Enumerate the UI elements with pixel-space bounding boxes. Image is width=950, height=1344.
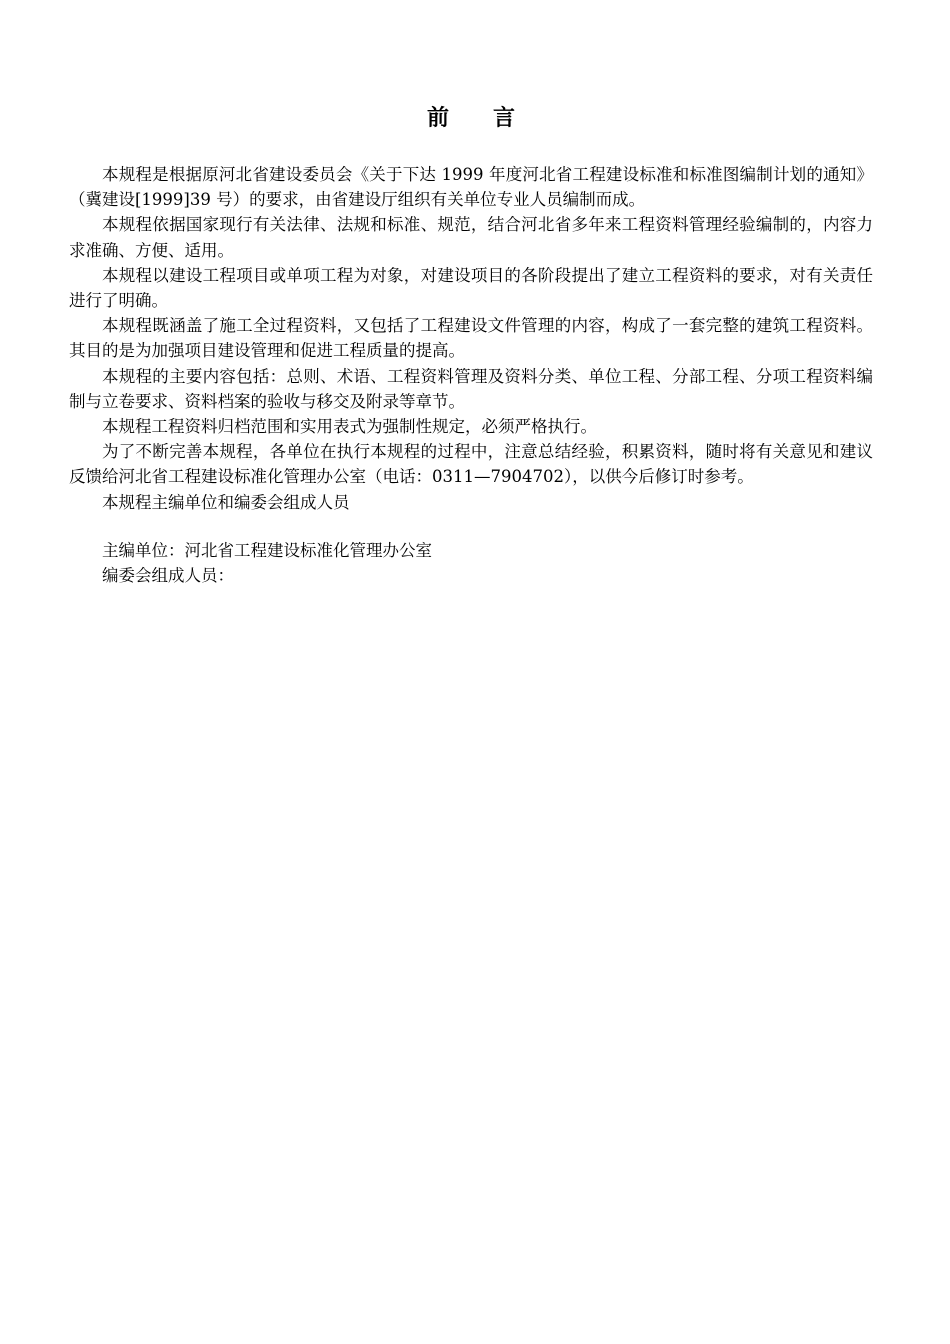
paragraph-feedback: 为了不断完善本规程，各单位在执行本规程的过程中，注意总结经验，积累资料，随时将有关意见和建议反馈给河北省工程建设标准化管理办公室（电话：0311—7904702），以供今后修订时参考。 — [69, 442, 873, 487]
page-title: 前言 — [426, 105, 559, 131]
chief-editing-unit: 主编单位：河北省工程建设标准化管理办公室 — [102, 540, 432, 560]
paragraph-mandatory: 本规程工程资料归档范围和实用表式为强制性规定，必须严格执行。 — [102, 417, 597, 437]
paragraph-contents: 本规程的主要内容包括：总则、术语、工程资料管理及资料分类、单位工程、分部工程、分项工程资料编制与立卷要求、资料档案的验收与移交及附录等章节。 — [69, 366, 873, 411]
paragraph-editors-intro: 本规程主编单位和编委会组成人员 — [102, 492, 350, 512]
committee-members-label: 编委会组成人员： — [102, 566, 234, 586]
paragraph-legal-basis: 本规程依据国家现行有关法律、法规和标准、规范，结合河北省多年来工程资料管理经验编制的，内容力求准确、方便、适用。 — [69, 215, 873, 260]
paragraph-coverage: 本规程既涵盖了施工全过程资料，又包括了工程建设文件管理的内容，构成了一套完整的建筑工程资料。其目的是为加强项目建设管理和促进工程质量的提高。 — [69, 316, 873, 361]
paragraph-basis: 本规程是根据原河北省建设委员会《关于下达 1999 年度河北省工程建设标准和标准图编制计划的通知》（冀建设[1999]39 号）的要求，由省建设厅组织有关单位专业人员编制而成。 — [69, 165, 873, 210]
paragraph-scope: 本规程以建设工程项目或单项工程为对象，对建设项目的各阶段提出了建立工程资料的要求，对有关责任进行了明确。 — [69, 265, 873, 311]
blank-line — [69, 515, 873, 538]
document-page — [69, 100, 873, 588]
